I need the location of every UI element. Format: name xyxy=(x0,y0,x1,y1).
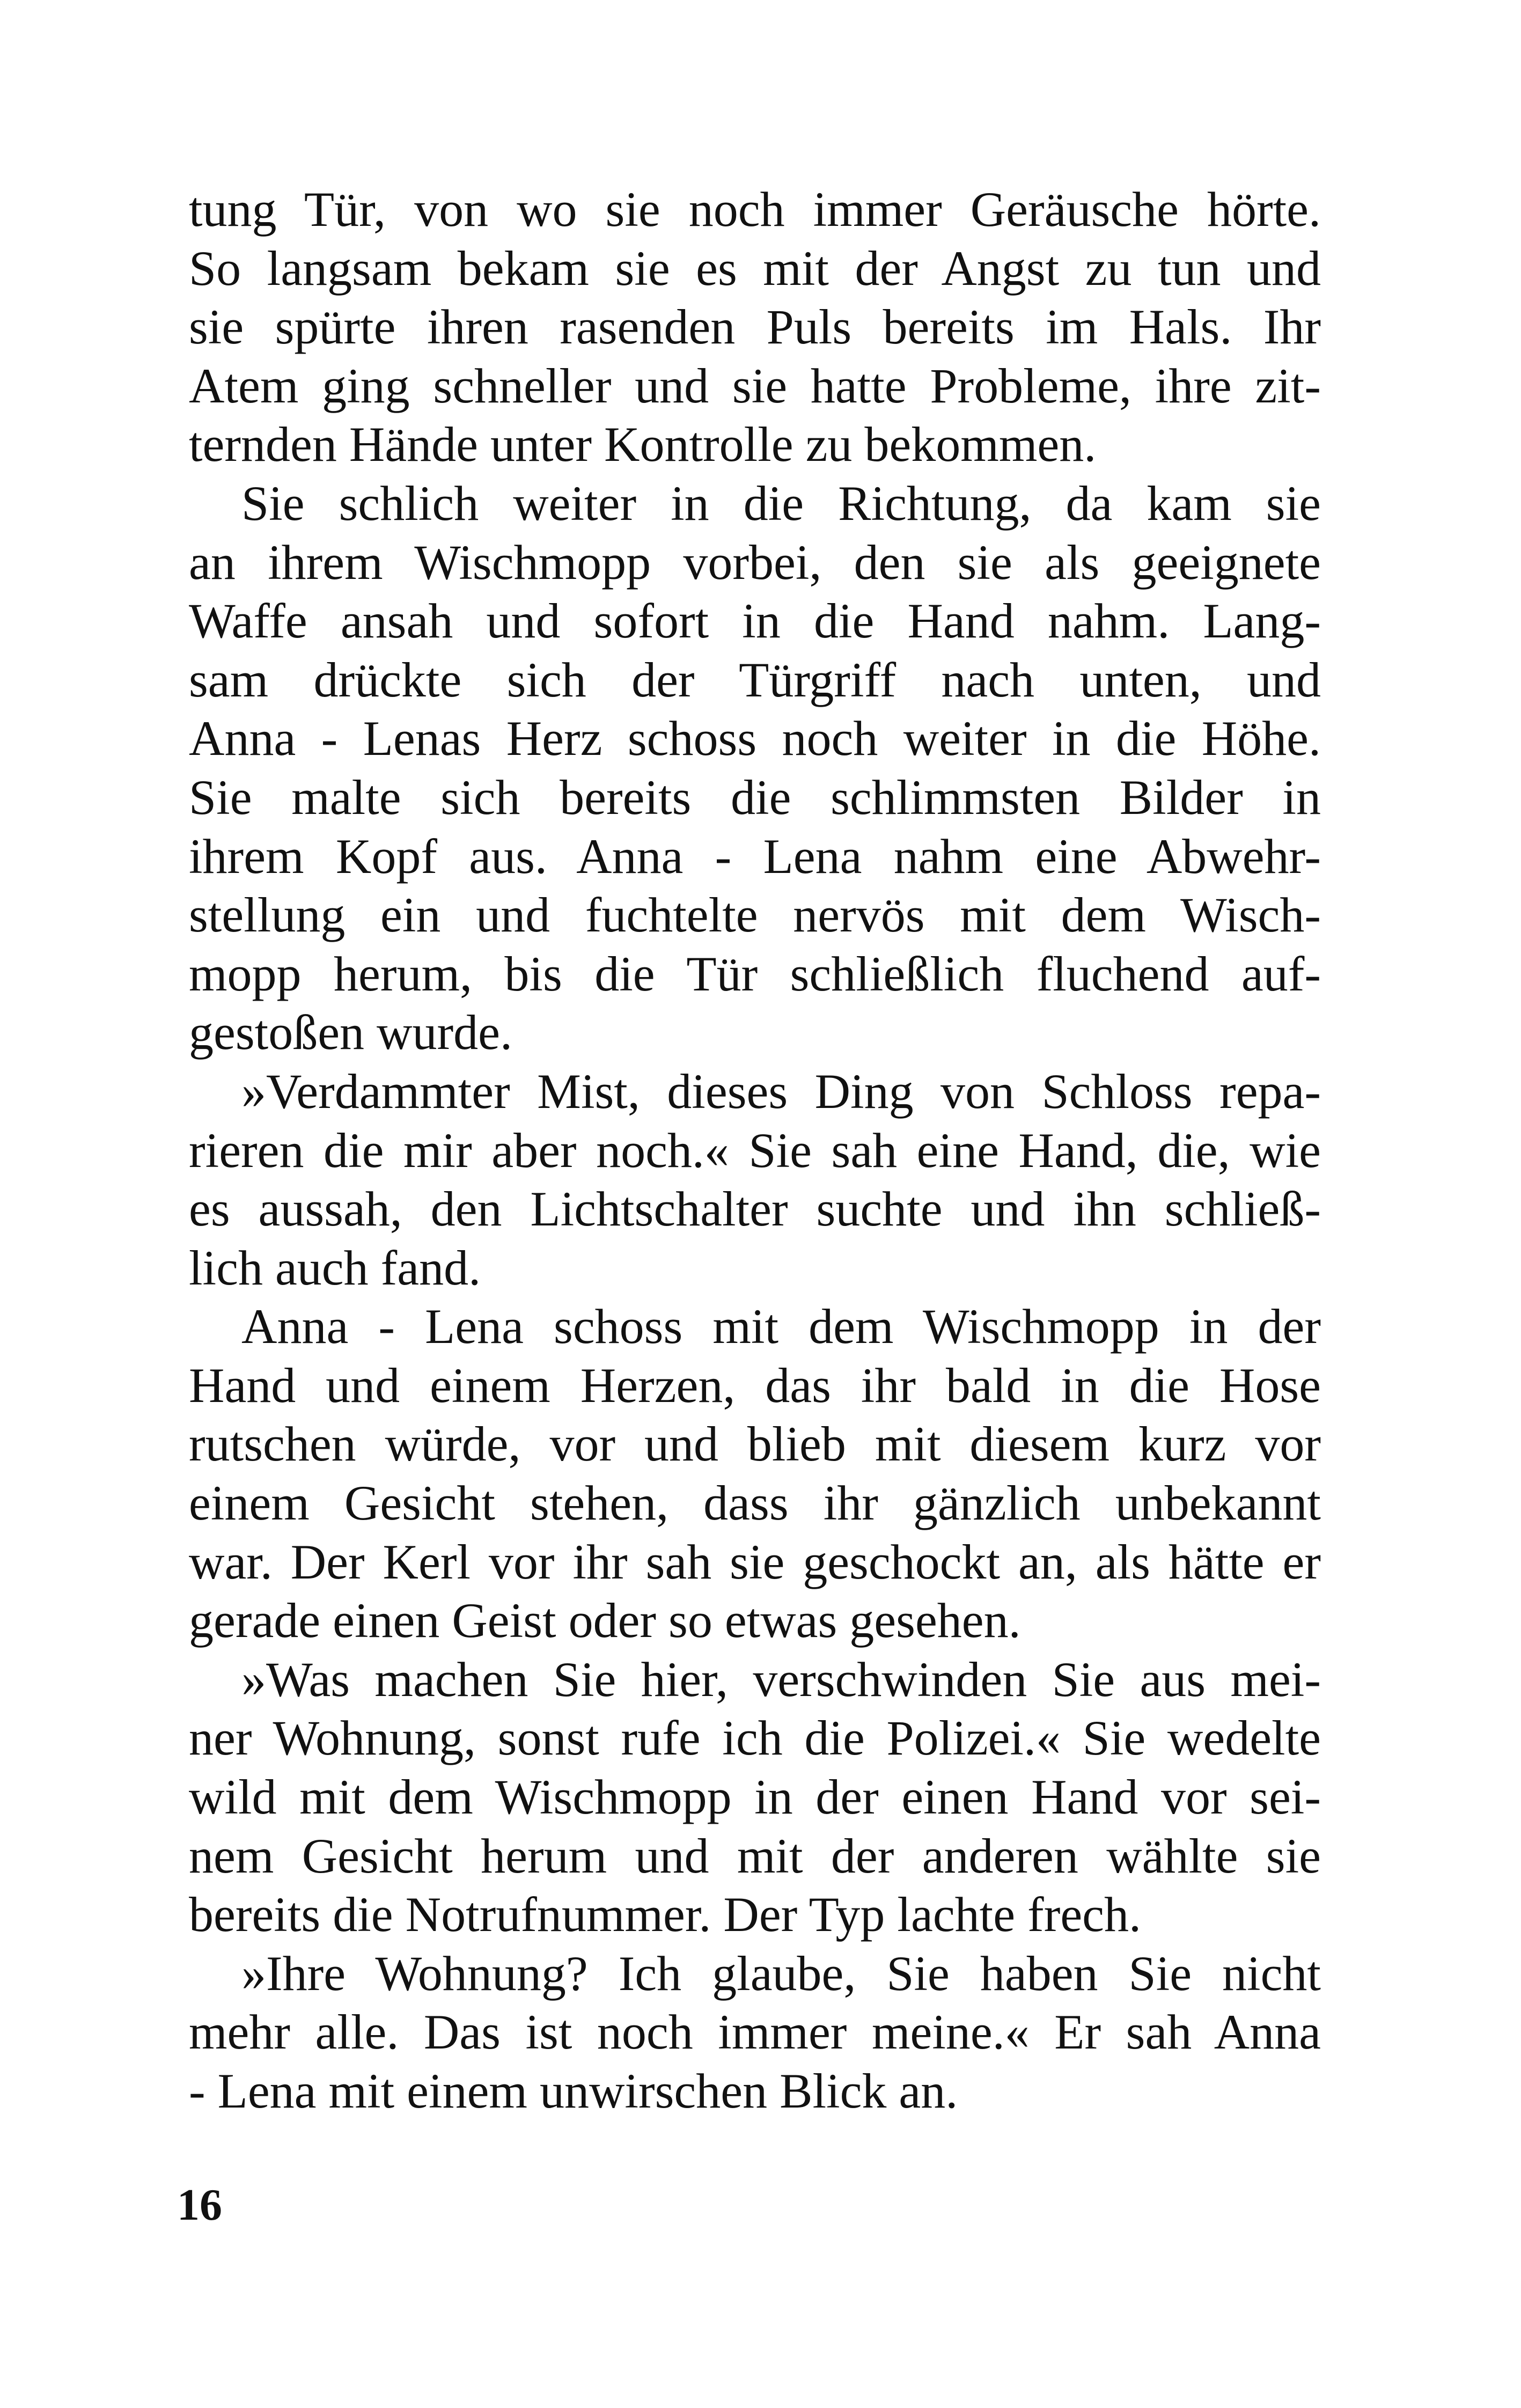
text-line: nem Gesicht herum und mit der anderen wählte sie xyxy=(189,1828,1321,1883)
text-line: rutschen würde, vor und blieb mit diesem kurz vor xyxy=(189,1416,1321,1472)
text-line: Waffe ansah und sofort in die Hand nahm. Lang- xyxy=(189,593,1321,649)
text-line: Anna - Lena schoss mit dem Wischmopp in der xyxy=(241,1299,1321,1354)
text-line: sie spürte ihren rasenden Puls bereits im Hals. Ihr xyxy=(189,299,1321,355)
text-line: ner Wohnung, sonst rufe ich die Polizei.« Sie wedelte xyxy=(189,1710,1321,1766)
text-line: tung Tür, von wo sie noch immer Geräusche hörte. xyxy=(189,182,1321,237)
text-line: mehr alle. Das ist noch immer meine.« Er sah Anna xyxy=(189,2005,1321,2060)
text-line: wild mit dem Wischmopp in der einen Hand vor sei- xyxy=(189,1770,1321,1825)
text-line: einem Gesicht stehen, dass ihr gänzlich unbekannt xyxy=(189,1475,1321,1531)
text-line: gestoßen wurde. xyxy=(189,1005,512,1060)
text-line: ihrem Kopf aus. Anna - Lena nahm eine Abwehr- xyxy=(189,828,1321,884)
text-line: gerade einen Geist oder so etwas gesehen. xyxy=(189,1593,1021,1648)
body-text xyxy=(189,180,1321,2121)
text-line: mopp herum, bis die Tür schließlich fluchend auf- xyxy=(189,946,1321,1001)
text-line: rieren die mir aber noch.« Sie sah eine Hand, die, wie xyxy=(189,1122,1321,1178)
text-line: Sie schlich weiter in die Richtung, da kam sie xyxy=(241,475,1321,531)
text-line: - Lena mit einem unwirschen Blick an. xyxy=(189,2064,958,2118)
text-line: So langsam bekam sie es mit der Angst zu tun und xyxy=(189,240,1321,296)
text-line: stellung ein und fuchtelte nervös mit dem Wisch- xyxy=(189,887,1321,943)
text-line: sam drückte sich der Türgriff nach unten, und xyxy=(189,652,1321,707)
page-number: 16 xyxy=(177,2180,222,2230)
text-line: lich auch fand. xyxy=(189,1240,481,1295)
text-line: ternden Hände unter Kontrolle zu bekommen. xyxy=(189,417,1097,472)
text-line: Hand und einem Herzen, das ihr bald in die Hose xyxy=(189,1357,1321,1413)
text-line: »Was machen Sie hier, verschwinden Sie aus mei- xyxy=(241,1651,1321,1707)
text-line: Sie malte sich bereits die schlimmsten Bilder in xyxy=(189,769,1321,825)
text-line: Atem ging schneller und sie hatte Probleme, ihre zit- xyxy=(189,358,1321,413)
text-line: »Ihre Wohnung? Ich glaube, Sie haben Sie nicht xyxy=(241,1946,1321,2001)
text-line: es aussah, den Lichtschalter suchte und ihn schließ- xyxy=(189,1181,1321,1237)
text-line: an ihrem Wischmopp vorbei, den sie als geeignete xyxy=(189,534,1321,590)
text-line: war. Der Kerl vor ihr sah sie geschockt an, als hätte er xyxy=(189,1534,1321,1589)
text-line: »Verdammter Mist, dieses Ding von Schloss repa- xyxy=(241,1063,1321,1119)
text-line: Anna - Lenas Herz schoss noch weiter in die Höhe. xyxy=(189,711,1321,766)
text-line: bereits die Notrufnummer. Der Typ lachte frech. xyxy=(189,1887,1141,1942)
